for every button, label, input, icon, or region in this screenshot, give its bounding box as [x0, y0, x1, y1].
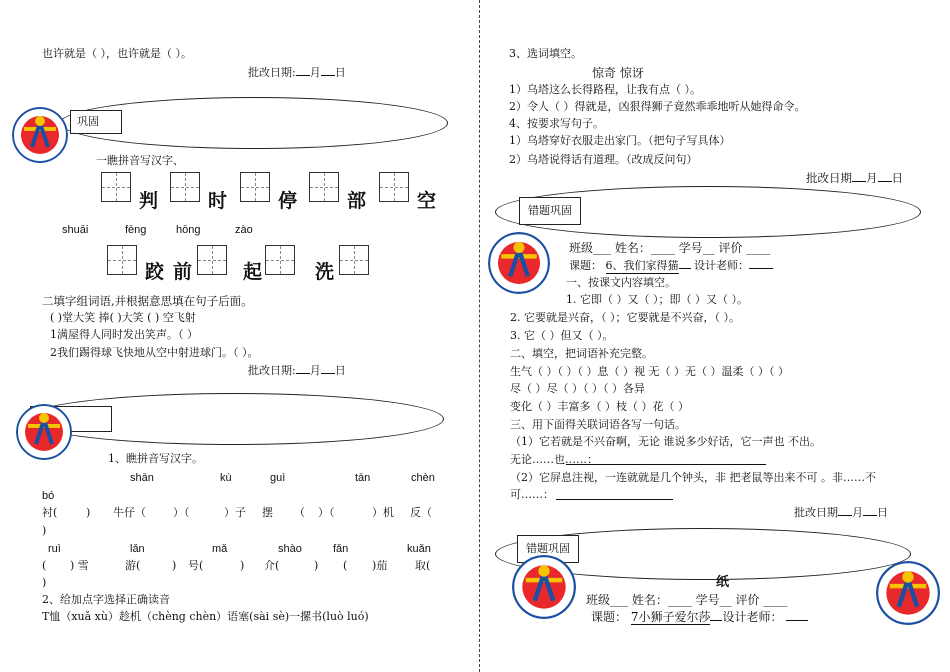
- pinyin: lǎn: [130, 543, 145, 555]
- question-title: 二填字组词语,并根据意思填在句子后面。: [42, 294, 253, 308]
- student-info: 班级___ 姓名：____ 学号__ 评价 ____: [586, 593, 788, 607]
- pinyin: chèn: [411, 472, 435, 484]
- sentence-2: 2我们踢得球飞快地从空中射进球门。（ ）。: [50, 346, 259, 359]
- grading-date: 批改日期 月 日: [806, 171, 903, 185]
- pinyin: kù: [220, 472, 232, 484]
- question-title: 1、瞧拼音写汉字。: [108, 452, 203, 465]
- section-tag: 错题巩固: [519, 197, 581, 225]
- blank: ）（: [318, 506, 335, 519]
- char: 时: [208, 190, 228, 212]
- pinyin: bó: [42, 490, 55, 502]
- sentence: 1）乌塔穿好衣服走出家门。（把句子写具体）: [509, 134, 731, 147]
- writing-grid[interactable]: [339, 245, 369, 275]
- paper-label: 纸: [716, 575, 730, 590]
- blank: ): [240, 559, 245, 572]
- blank: ）机: [372, 506, 394, 519]
- blank: ): [86, 506, 91, 519]
- char: 起: [243, 261, 263, 283]
- answer-line[interactable]: [556, 499, 673, 500]
- writing-grid[interactable]: [170, 172, 200, 202]
- prompt: 无论……也……：: [510, 453, 598, 466]
- school-logo: [488, 232, 550, 294]
- section-heading: 三、用下面得关联词语各写一句话。: [510, 418, 686, 431]
- blank: ): [42, 576, 47, 589]
- word-choices: 惊奇 惊讶: [592, 66, 644, 80]
- writing-grid[interactable]: [379, 172, 409, 202]
- blank: 游(: [125, 559, 141, 572]
- sentence: 1. 它即（ ）又（ ）；即（ ）又（ ）。: [566, 293, 748, 306]
- course-line: 课题： 7小狮子爱尔莎 设计老师：: [591, 610, 808, 625]
- writing-grid[interactable]: [107, 245, 137, 275]
- sentence: 2. 它要就是兴奋，（ ）；它要就是不兴奋，（ ）。: [510, 311, 740, 324]
- pinyin: guì: [270, 472, 286, 484]
- section-heading: 二、填空，把词语补充完整。: [510, 347, 653, 360]
- fill-words: 变化（ ）丰富多（ ）枝（ ）花（ ）: [510, 400, 689, 413]
- sentence: （1）它若就是不兴奋啊，无论 谁说多少好话，它一声也 不出。: [510, 435, 821, 448]
- pinyin: kuǎn: [407, 543, 431, 555]
- blank: （: [294, 506, 305, 519]
- pinyin: shān: [130, 472, 154, 484]
- char: 部: [347, 190, 367, 212]
- blank: (: [343, 559, 348, 572]
- writing-grid[interactable]: [240, 172, 270, 202]
- char: 洗: [315, 261, 335, 283]
- question-title: 4、按要求写句子。: [509, 117, 604, 130]
- blank: )茄: [372, 559, 388, 572]
- blank: ): [314, 559, 319, 572]
- writing-grid[interactable]: [197, 245, 227, 275]
- blank: ）（: [173, 506, 190, 519]
- section-tag: 错题巩固: [517, 535, 579, 563]
- pinyin: tān: [355, 472, 371, 484]
- pinyin: zào: [235, 224, 253, 236]
- grading-date: 批改日期: 月 日: [248, 66, 346, 79]
- writing-grid[interactable]: [309, 172, 339, 202]
- sentence: 2）令人（ ）得就是，凶狠得狮子竟然乖乖地听从她得命令。: [509, 100, 806, 113]
- blank: 衬(: [42, 506, 58, 519]
- writing-grid[interactable]: [101, 172, 131, 202]
- fill-words: 生气（ ）（ ）（ ）息（ ）视 无（ ）无（ ）温柔（ ）（ ）: [510, 365, 789, 378]
- sentence: （2）它屏息注视，一连就就是几个钟头，非 把老鼠等出来不可 。非……不: [510, 471, 876, 484]
- answer-line[interactable]: [566, 464, 766, 465]
- fill-words: 尽（ ）尽（ ）（ ）（ ）各异: [510, 382, 645, 395]
- pronunciation-line: T恤（xuǎ xù）趁机（chèng chèn）语塞(sài sè)一摞书(luò luó): [42, 610, 369, 623]
- school-logo: [16, 404, 72, 460]
- course-name: 7小狮子爱尔莎: [630, 610, 711, 624]
- question-title: 3、选词填空。: [509, 47, 582, 60]
- char: 停: [278, 190, 298, 212]
- blank: 反（: [410, 506, 432, 519]
- pinyin: shuāi: [62, 224, 89, 236]
- prompt: 可……：: [510, 488, 554, 501]
- pinyin: fǎn: [333, 543, 349, 555]
- question-title: 2、给加点字选择正确读音: [42, 593, 170, 606]
- char: 前: [173, 261, 193, 283]
- blank: 介(: [264, 559, 280, 572]
- blank-sentence: 也许就是（ ），也许就是（ ）。: [42, 47, 192, 60]
- grading-date: 批改日期: 月 日: [248, 364, 346, 377]
- page-fold-divider: [479, 0, 480, 672]
- course-name: 6、我们家得猫: [605, 259, 679, 272]
- char: 跤: [145, 261, 165, 283]
- pinyin: mǎ: [212, 543, 228, 555]
- char: 空: [417, 190, 437, 212]
- blank: 取(: [415, 559, 431, 572]
- grading-date: 批改日期 月 日: [794, 506, 888, 519]
- school-logo: [512, 555, 576, 619]
- blank: 牛仔（: [113, 506, 146, 519]
- blank: 摆: [262, 506, 273, 519]
- sentence-1: 1满屋得人同时发出笑声。（ ）: [50, 328, 198, 341]
- fill-words: ( )堂大笑 捧( )大笑 ( ) 空飞射: [50, 311, 196, 324]
- char: 判: [139, 190, 159, 212]
- section-heading: 一、按课文内容填空。: [566, 276, 676, 289]
- blank: ): [172, 559, 177, 572]
- school-logo: [12, 107, 68, 163]
- blank: ）子: [224, 506, 246, 519]
- section-tag: 巩固: [70, 110, 122, 134]
- blank: ) 雪: [70, 559, 89, 572]
- pinyin: shào: [278, 543, 302, 555]
- blank: (: [42, 559, 47, 572]
- sentence: 1）乌塔这么长得路程，让我有点（ ）。: [509, 83, 701, 96]
- course-line: 课题： 6、我们家得猫 设计老师：: [569, 259, 773, 274]
- pinyin: ruì: [48, 543, 61, 555]
- writing-grid[interactable]: [265, 245, 295, 275]
- blank: 号(: [188, 559, 204, 572]
- pinyin: hōng: [176, 224, 201, 236]
- student-info: 班级___ 姓名：____ 学号__ 评价 ____: [569, 241, 771, 255]
- question-title: 一瞧拼音写汉字、: [96, 154, 184, 167]
- blank: ): [42, 524, 47, 537]
- sentence: 3. 它（ ）但又（ ）。: [510, 329, 614, 342]
- sentence: 2）乌塔说得话有道理。（改成反问句）: [509, 153, 698, 166]
- school-logo: [876, 561, 940, 625]
- pinyin: fēng: [125, 224, 147, 236]
